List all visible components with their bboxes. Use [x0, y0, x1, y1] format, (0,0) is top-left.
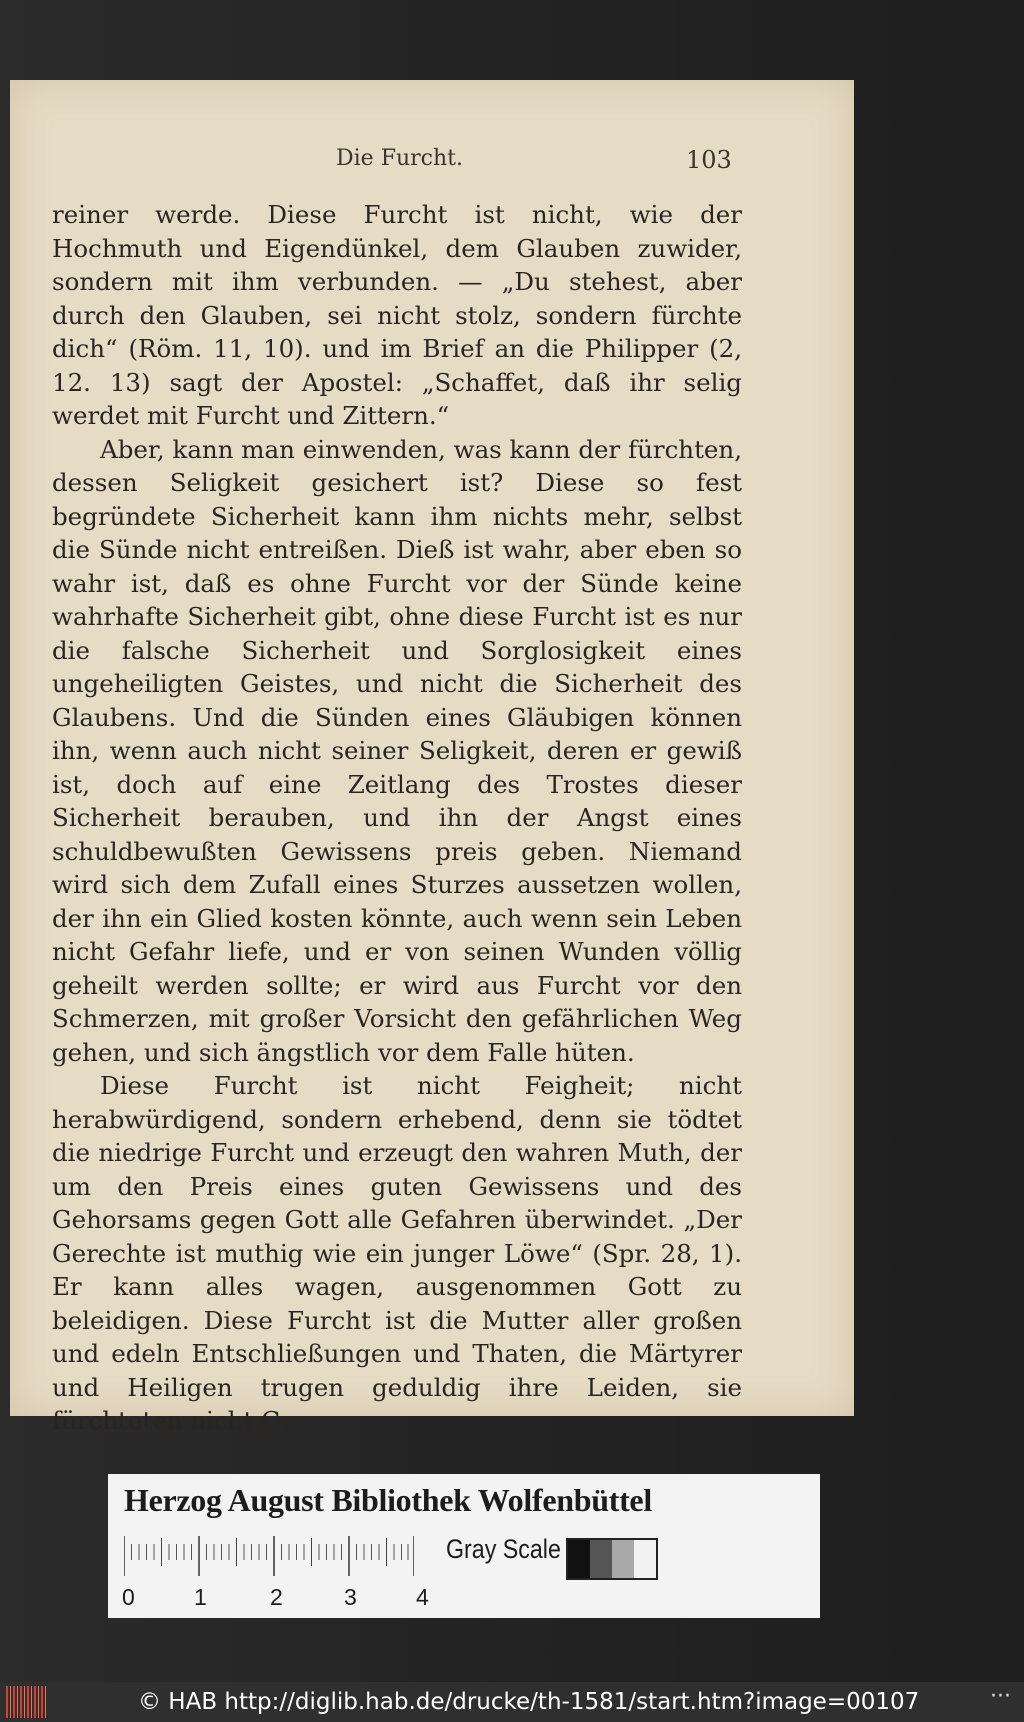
color-reference-card: [108, 1474, 820, 1618]
running-title: Die Furcht.: [336, 146, 463, 171]
gray-swatch: [568, 1540, 590, 1578]
paragraph: Aber, kann man einwenden, was kann der fürchten, dessen Seligkeit gesichert ist? Diese so fest begründete Sicherheit kann ihm nichts mehr, selbst die Sünde nicht entreißen. Dieß ist wahr, aber eben so wahr ist, daß es ohne Furcht vor der Sünde keine wahrhafte Sicherheit gibt, ohne diese Furcht ist es nur die falsche Sicherheit und Sorglosigkeit eines ungeheiligten Geistes, und nicht die Sicherheit des Glaubens. Und die Sünden eines Gläubigen können ihn, wenn auch nicht seiner Seligkeit, deren er gewiß ist, doch auf eine Zeitlang des Trostes dieser Sicherheit berauben, und ihn der Angst eines schuldbewußten Gewissens preis geben. Niemand wird sich dem Zufall eines Sturzes aussetzen wollen, der ihn ein Glied kosten könnte, auch wenn sein Leben nicht Gefahr liefe, und er von seinen Wunden völlig geheilt werden sollte; er wird aus Furcht vor den Schmerzen, mit großer Vorsicht den gefährlichen Weg gehen, und sich ängstlich vor dem Falle hüten.: [52, 434, 742, 1067]
gray-scale-label: Gray Scale: [446, 1534, 561, 1564]
paragraph: reiner werde. Diese Furcht ist nicht, wie der Hochmuth und Eigendünkel, dem Glauben zuwider, sondern mit ihm verbunden. — „Du stehest, aber durch den Glauben, sei nicht stolz, sondern fürchte dich“ (Röm. 11, 10). und im Brief an die Philipper (2, 12. 13) sagt der Apostel: „Schaffet, daß ihr selig werdet mit Furcht und Zittern.“: [52, 200, 742, 430]
ruler-number: 0: [122, 1584, 135, 1610]
gray-swatch: [612, 1540, 634, 1578]
book-page: [10, 80, 854, 1435]
copyright-url[interactable]: © HAB http://diglib.hab.de/drucke/th-1581/start.htm?image=00107: [138, 1689, 920, 1715]
ruler-number: 3: [344, 1584, 357, 1610]
ruler-number: 2: [270, 1584, 283, 1610]
gray-scale-swatches: [566, 1538, 658, 1580]
barcode-icon: [6, 1686, 46, 1718]
ruler-numbers: [120, 1584, 429, 1612]
paragraph: Diese Furcht ist nicht Feigheit; nicht herabwürdigend, sondern erhebend, denn sie tödtet die niedrige Furcht und erzeugt den wahren Muth, der um den Preis eines guten Gewissens und des Gehorsams gegen Gott alle Gefahren überwindet. „Der Gerechte ist muthig wie ein junger Löwe“ (Spr. 28, 1). Er kann alles wagen, ausgenommen Gott zu beleidigen. Diese Furcht ist die Mutter aller großen und edeln Entschließungen und Thaten, die Märtyrer und Heiligen trugen geduldig ihre Leiden, sie fürchteten nicht Ge-: [52, 1071, 742, 1435]
ruler-number: 4: [416, 1584, 429, 1610]
footer-bar: [0, 1682, 1024, 1722]
more-icon[interactable]: ···: [990, 1684, 1011, 1709]
running-head: [10, 146, 854, 176]
gray-swatch: [634, 1540, 656, 1578]
body-text: [52, 198, 742, 1438]
gray-swatch: [590, 1540, 612, 1578]
page-number: 103: [686, 146, 732, 174]
library-name: Herzog August Bibliothek Wolfenbüttel: [124, 1482, 652, 1518]
ruler-scale: [124, 1536, 414, 1580]
ruler-number: 1: [194, 1584, 207, 1610]
